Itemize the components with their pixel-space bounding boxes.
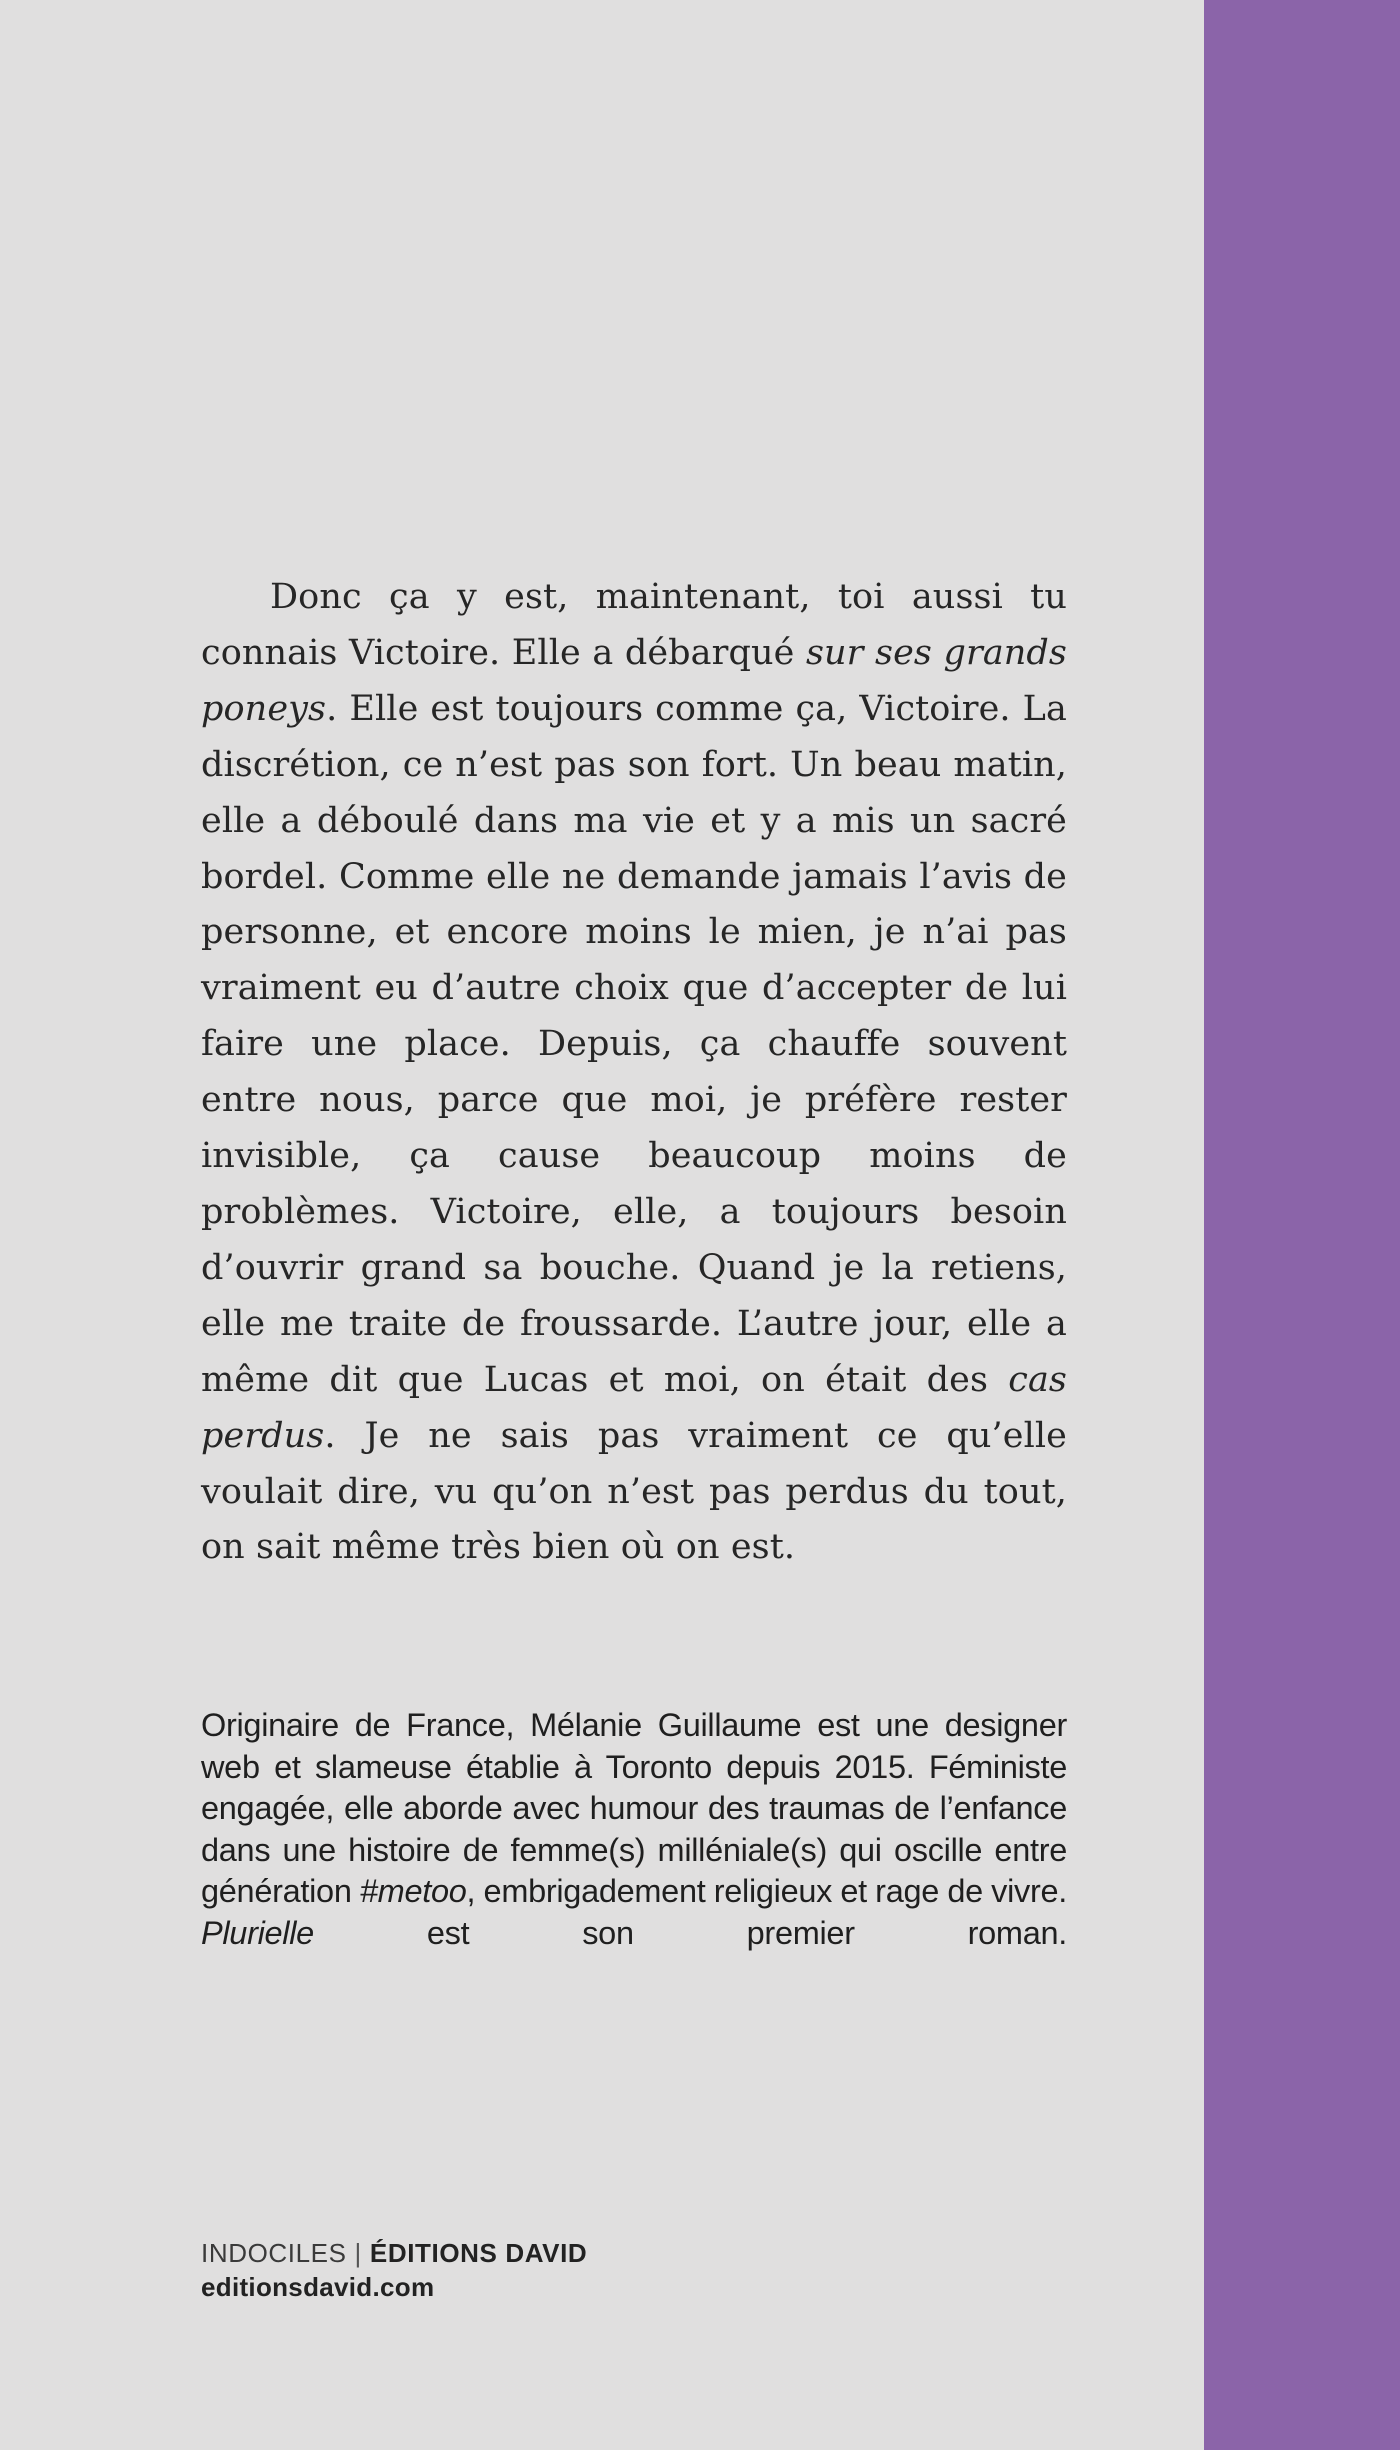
excerpt-paragraph [201, 570, 1067, 1576]
collection-name: INDOCILES [201, 2238, 347, 2268]
excerpt-text-1: Donc ça y est, maintenant, toi aussi tu connais Victoire. Elle a débarqué [201, 577, 1067, 673]
publisher-imprint [201, 2236, 901, 2304]
publisher-name: ÉDITIONS DAVID [369, 2238, 588, 2268]
author-bio [201, 1705, 1067, 1955]
bio-text-3: est son premier roman. [313, 1914, 1067, 1951]
bio-book-title: Plurielle [201, 1914, 314, 1951]
imprint-line [201, 2236, 901, 2270]
imprint-separator: | [354, 2238, 362, 2268]
excerpt-text-2: . Elle est toujours comme ça, Victoire. La discrétion, ce n’est pas son fort. Un beau matin, elle a déboulé dans ma vie et y a mis un sacré bordel. Comme elle ne demande jamais l’avis de personne, et encore moins le mien, je n’ai pas vraiment eu d’autre choix que d’accepter de lui faire une place. Depuis, ça chauffe souvent entre nous, parce que moi, je préfère rester invisible, ça cause beaucoup moins de problèmes. Victoire, elle, a toujours besoin d’ouvrir grand sa bouche. Quand je la retiens, elle me traite de froussarde. L’autre jour, elle a même dit que Lucas et moi, on était des [201, 688, 1067, 1400]
purple-spine-band [1204, 0, 1400, 2450]
excerpt-italic-2: cas perdus [201, 1359, 1067, 1456]
bio-hashtag: #metoo [359, 1873, 467, 1910]
excerpt-text-3: . Je ne sais pas vraiment ce qu’elle voulait dire, vu qu’on n’est pas perdus du tout, on sait même très bien où on est. [201, 1415, 1067, 1568]
publisher-website: editionsdavid.com [201, 2272, 435, 2302]
bio-text-2: , embrigadement religieux et rage de vivre. [466, 1873, 1068, 1910]
bio-text-1: Originaire de France, Mélanie Guillaume est une designer web et slameuse établie à Toronto depuis 2015. Féministe engagée, elle aborde avec humour des traumas de l’enfance dans une histoire de femme(s) milléniale(s) qui oscille entre génération [201, 1707, 1067, 1910]
excerpt-italic-1: sur ses grands poneys [201, 632, 1067, 729]
